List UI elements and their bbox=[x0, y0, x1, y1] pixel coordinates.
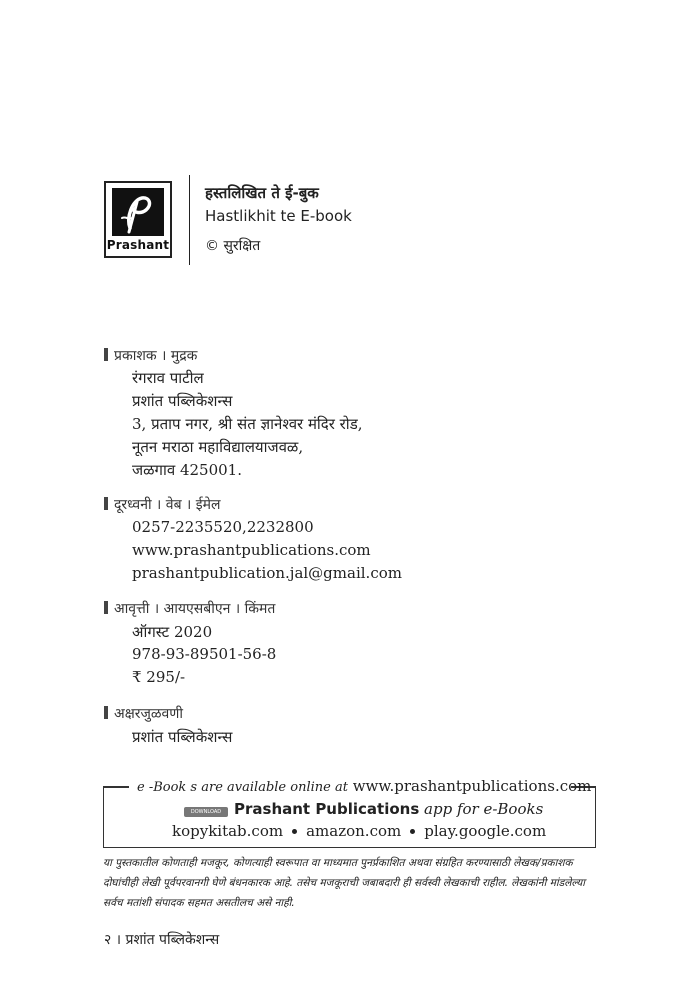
email-link[interactable]: prashantpublication.jal@gmail.com bbox=[132, 564, 402, 582]
bullet-icon bbox=[410, 829, 415, 834]
ebook-availability-line: e -Book s are available online at www.prashantpublications.com bbox=[137, 777, 592, 795]
logo-text: Prashant bbox=[106, 238, 170, 252]
ebook-stores-line bbox=[172, 822, 546, 840]
publisher-heading: प्रकाशक । मुद्रक bbox=[104, 346, 197, 365]
book-title-marathi: हस्तलिखित ते ई-बुक bbox=[205, 184, 319, 202]
bullet-icon bbox=[292, 829, 297, 834]
publisher-logo bbox=[104, 181, 172, 258]
phone-number: 0257-2235520,2232800 bbox=[132, 518, 314, 536]
store-link-kopykitab[interactable]: kopykitab.com bbox=[172, 822, 284, 840]
app-brand: Prashant Publications bbox=[234, 800, 420, 818]
section-bullet bbox=[104, 497, 108, 510]
website-link[interactable]: www.prashantpublications.com bbox=[132, 541, 371, 559]
edition-heading: आवृत्ती । आयएसबीएन । किंमत bbox=[104, 599, 275, 618]
publisher-line: नूतन मराठा महाविद्यालयाजवळ, bbox=[132, 438, 304, 456]
publisher-line: रंगराव पाटील bbox=[132, 369, 204, 387]
store-link-play[interactable]: play.google.com bbox=[424, 822, 547, 840]
publisher-line: जळगाव 425001. bbox=[132, 461, 242, 479]
typesetting-heading: अक्षरजुळवणी bbox=[104, 704, 183, 723]
publisher-line: 3, प्रताप नगर, श्री संत ज्ञानेश्वर मंदिर रोड, bbox=[132, 415, 363, 433]
contact-heading: दूरध्वनी । वेब । ईमेल bbox=[104, 495, 221, 514]
section-bullet bbox=[104, 706, 108, 719]
ebook-website-link[interactable]: www.prashantpublications.com bbox=[352, 777, 592, 795]
page-footer: २ । प्रशांत पब्लिकेशन्स bbox=[104, 932, 220, 948]
ebook-app-line: DOWNLOAD Prashant Publications app for e-Books bbox=[184, 800, 543, 818]
publisher-line: प्रशांत पब्लिकेशन्स bbox=[132, 392, 233, 410]
price: ₹ 295/- bbox=[132, 668, 186, 686]
copyright-disclaimer: या पुस्तकातील कोणताही मजकूर, कोणत्याही स्वरूपात वा माध्यमात पुनर्प्रकाशित अथवा संग्रहित करण्यासाठी लेखक/प्रकाशक दोघांचीही लेखी पूर्वपरवानगी घेणे बंधनकारक आहे. तसेच मजकूराची जबाबदारी ही सर्वस्वी लेखकाची राहील. लेखकांनी मांडलेल्या सर्वच मतांशी संपादक सहमत असतीलच असे नाही. bbox=[103, 857, 585, 909]
box-border-segment bbox=[103, 786, 129, 788]
isbn: 978-93-89501-56-8 bbox=[132, 645, 277, 663]
book-title-english: Hastlikhit te E-book bbox=[205, 207, 352, 225]
store-link-amazon[interactable]: amazon.com bbox=[306, 822, 402, 840]
edition-date: ऑगस्ट 2020 bbox=[132, 623, 213, 641]
divider-vertical bbox=[189, 175, 190, 265]
typesetter-name: प्रशांत पब्लिकेशन्स bbox=[132, 728, 233, 746]
section-bullet bbox=[104, 348, 108, 361]
p-monogram-icon bbox=[112, 188, 164, 236]
download-badge-icon[interactable]: DOWNLOAD bbox=[184, 807, 228, 817]
copyright-notice: © सुरक्षित bbox=[205, 238, 261, 254]
section-bullet bbox=[104, 601, 108, 614]
